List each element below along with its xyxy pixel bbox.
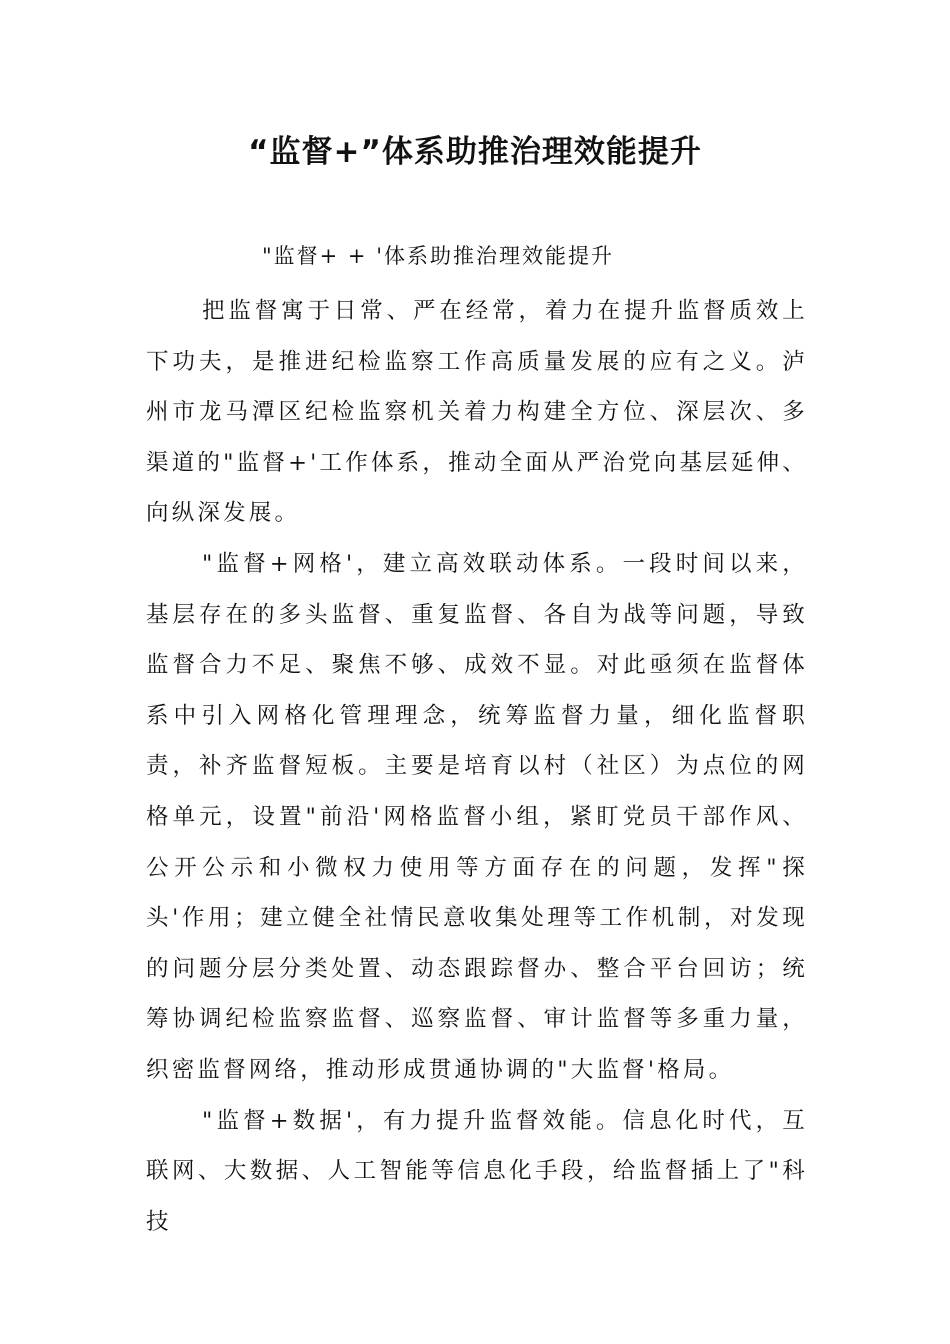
paragraph-intro: 把监督寓于日常、严在经常，着力在提升监督质效上下功夫，是推进纪检监察工作高质量发展的应有之义。泸州市龙马潭区纪检监察机关着力构建全方位、深层次、多渠道的"监督+'工作体系，推动全面从严治党向基层延伸、向纵深发展。 xyxy=(146,298,808,527)
document-body xyxy=(146,236,808,1247)
document-subtitle: "监督+ + '体系助推治理效能提升 xyxy=(262,244,614,268)
paragraph-data: "监督+数据'，有力提升监督效能。信息化时代，互联网、大数据、人工智能等信息化手段，给监督插上了"科技 xyxy=(146,1107,808,1235)
paragraph-grid: "监督+网格'，建立高效联动体系。一段时间以来，基层存在的多头监督、重复监督、各自为战等问题，导致监督合力不足、聚焦不够、成效不显。对此亟须在监督体系中引入网格化管理理念，统筹监督力量，细化监督职责，补齐监督短板。主要是培育以村（社区）为点位的网格单元，设置"前沿'网格监督小组，紧盯党员干部作风、公开公示和小微权力使用等方面存在的问题，发挥"探头'作用；建立健全社情民意收集处理等工作机制，对发现的问题分层分类处置、动态跟踪督办、整合平台回访；统筹协调纪检监察监督、巡察监督、审计监督等多重力量，织密监督网络，推动形成贯通协调的"大监督'格局。 xyxy=(146,550,808,1083)
document-title: “监督+”体系助推治理效能提升 xyxy=(248,134,702,170)
